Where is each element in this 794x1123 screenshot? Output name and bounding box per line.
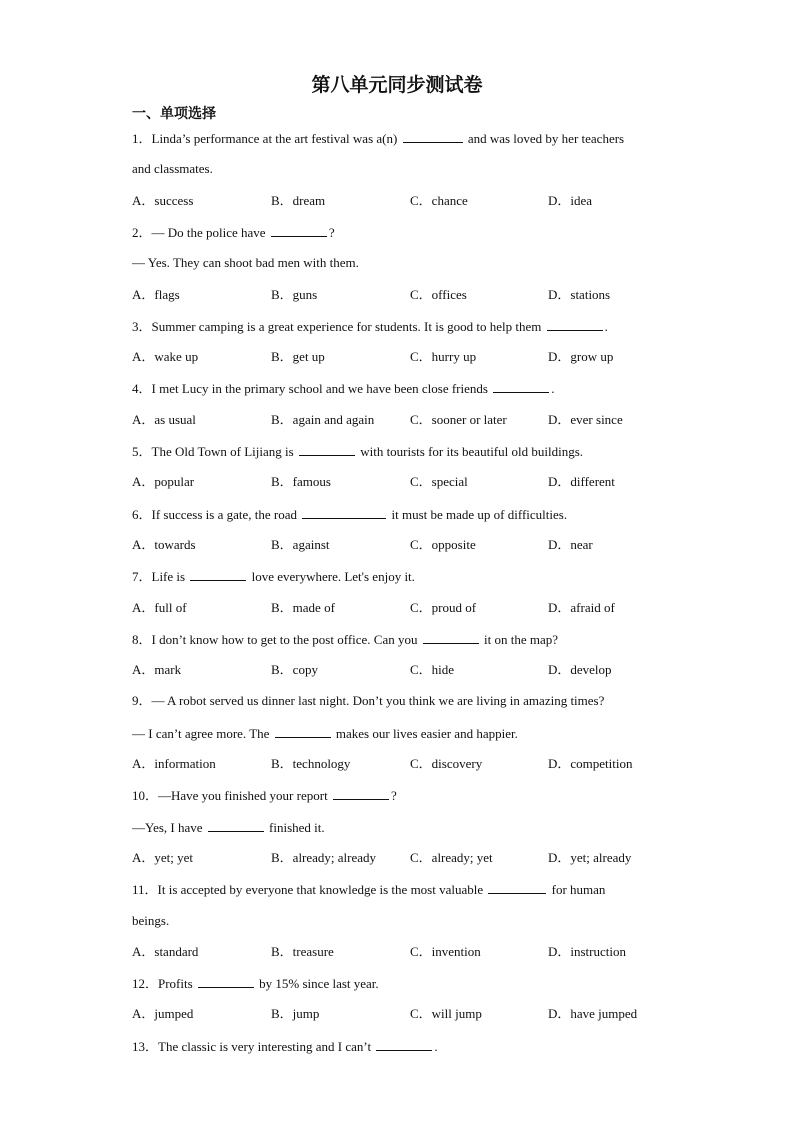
question-text: 10．—Have you finished your report <box>132 788 331 804</box>
question-3-option-B[interactable]: B．get up <box>271 349 325 365</box>
answer-blank <box>547 317 603 331</box>
question-1-option-D[interactable]: D．idea <box>548 192 593 208</box>
question-8-option-D[interactable]: D．develop <box>548 662 612 678</box>
answer-blank <box>198 974 254 988</box>
question-text: — Yes. They can shoot bad men with them. <box>132 255 359 271</box>
question-12-option-A[interactable]: A．jumped <box>132 1006 194 1022</box>
question-2-line-2 <box>132 254 359 272</box>
question-10-option-D[interactable]: D．yet; already <box>548 849 632 865</box>
question-12-option-D[interactable]: D．have jumped <box>548 1006 638 1022</box>
answer-blank <box>403 129 463 143</box>
question-text: finished it. <box>265 819 325 835</box>
question-3-option-D[interactable]: D．grow up <box>548 349 614 365</box>
question-text: makes our lives easier and happier. <box>332 725 518 741</box>
question-8-option-B[interactable]: B．copy <box>271 662 318 678</box>
question-1-line-1 <box>132 129 624 148</box>
question-text: —Yes, I have <box>132 819 206 835</box>
question-1-option-B[interactable]: B．dream <box>271 192 326 208</box>
question-3-line-1 <box>132 317 608 336</box>
answer-blank <box>208 818 264 832</box>
question-text: ? <box>328 224 335 240</box>
question-text: 2．— Do the police have <box>132 224 269 240</box>
answer-blank <box>275 724 331 738</box>
question-1-option-A[interactable]: A．success <box>132 192 194 208</box>
question-6-line-1 <box>132 505 567 524</box>
question-text: 5．The Old Town of Lijiang is <box>132 444 297 459</box>
question-text: 3．Summer camping is a great experience for students. It is good to help them <box>132 318 545 334</box>
question-6-option-B[interactable]: B．against <box>271 536 330 552</box>
question-2-option-D[interactable]: D．stations <box>548 286 611 302</box>
question-text: and was loved by her teachers <box>464 131 625 146</box>
answer-blank <box>333 786 389 800</box>
question-text: 6．If success is a gate, the road <box>132 506 301 522</box>
question-11-option-D[interactable]: D．instruction <box>548 943 626 959</box>
question-7-option-C[interactable]: C．proud of <box>410 599 477 615</box>
question-7-option-B[interactable]: B．made of <box>271 599 335 615</box>
question-10-line-1 <box>132 786 397 805</box>
question-3-option-A[interactable]: A．wake up <box>132 349 199 365</box>
question-12-line-1 <box>132 974 379 993</box>
answer-blank <box>299 442 355 456</box>
question-7-option-A[interactable]: A．full of <box>132 599 187 615</box>
question-text: beings. <box>132 912 170 928</box>
question-4-option-B[interactable]: B．again and again <box>271 411 375 427</box>
question-text: 1．Linda’s performance at the art festival was a(n) <box>132 131 401 146</box>
question-text: 7．Life is <box>132 569 189 585</box>
question-text: it on the map? <box>480 631 559 647</box>
question-5-option-D[interactable]: D．different <box>548 474 615 490</box>
question-text: with tourists for its beautiful old buildings. <box>356 444 583 459</box>
question-2-line-1 <box>132 223 335 242</box>
question-6-option-D[interactable]: D．near <box>548 536 593 552</box>
question-8-option-A[interactable]: A．mark <box>132 662 182 678</box>
question-9-line-1 <box>132 692 604 710</box>
question-text: . <box>551 381 555 397</box>
question-11-line-2 <box>132 912 169 930</box>
question-11-option-B[interactable]: B．treasure <box>271 943 334 959</box>
question-1-line-2 <box>132 160 213 178</box>
question-text: 8．I don’t know how to get to the post office. Can you <box>132 631 421 647</box>
question-9-option-C[interactable]: C．discovery <box>410 756 483 771</box>
question-9-line-2 <box>132 724 518 743</box>
question-4-option-C[interactable]: C．sooner or later <box>410 411 507 427</box>
question-6-option-A[interactable]: A．towards <box>132 536 196 552</box>
question-text: 9．— A robot served us dinner last night. Don’t you think we are living in amazing times? <box>132 693 605 709</box>
answer-blank <box>271 223 327 237</box>
question-text: . <box>604 318 608 334</box>
question-text: — I can’t agree more. The <box>132 725 273 741</box>
question-5-option-A[interactable]: A．popular <box>132 474 195 490</box>
question-5-option-C[interactable]: C．special <box>410 474 468 490</box>
question-9-option-B[interactable]: B．technology <box>271 756 351 771</box>
section-heading: 一、单项选择 <box>132 106 216 122</box>
question-4-option-D[interactable]: D．ever since <box>548 411 623 427</box>
question-9-option-D[interactable]: D．competition <box>548 756 633 771</box>
question-13-line-1 <box>132 1037 438 1056</box>
question-8-line-1 <box>132 630 558 649</box>
answer-blank <box>376 1037 432 1051</box>
answer-blank <box>488 880 546 894</box>
question-9-option-A[interactable]: A．information <box>132 756 216 771</box>
question-3-option-C[interactable]: C．hurry up <box>410 349 477 365</box>
answer-blank <box>302 505 386 519</box>
question-text: love everywhere. Let's enjoy it. <box>248 569 415 585</box>
question-text: 11．It is accepted by everyone that knowledge is the most valuable <box>132 882 487 898</box>
question-7-line-1 <box>132 567 415 586</box>
question-11-option-A[interactable]: A．standard <box>132 943 199 959</box>
question-11-option-C[interactable]: C．invention <box>410 943 481 959</box>
question-6-option-C[interactable]: C．opposite <box>410 536 476 552</box>
question-text: 4．I met Lucy in the primary school and we have been close friends <box>132 381 492 397</box>
question-7-option-D[interactable]: D．afraid of <box>548 599 615 615</box>
question-text: . <box>434 1038 438 1054</box>
question-10-option-B[interactable]: B．already; already <box>271 849 377 865</box>
question-text: it must be made up of difficulties. <box>388 506 568 522</box>
question-10-option-C[interactable]: C．already; yet <box>410 849 493 865</box>
question-text: for human <box>548 882 606 898</box>
question-text: by 15% since last year. <box>255 976 379 992</box>
question-text: and classmates. <box>132 161 213 177</box>
question-text: 13．The classic is very interesting and I can’t <box>132 1038 375 1054</box>
question-1-option-C[interactable]: C．chance <box>410 192 468 208</box>
question-10-option-A[interactable]: A．yet; yet <box>132 849 194 865</box>
question-2-option-B[interactable]: B．guns <box>271 286 318 302</box>
question-2-option-A[interactable]: A．flags <box>132 286 180 302</box>
question-4-option-A[interactable]: A．as usual <box>132 411 196 427</box>
question-5-option-B[interactable]: B．famous <box>271 474 331 490</box>
question-12-option-C[interactable]: C．will jump <box>410 1006 482 1022</box>
answer-blank <box>493 379 549 393</box>
question-text: ? <box>390 788 397 804</box>
question-text: 12．Profits <box>132 976 196 992</box>
question-5-line-1 <box>132 442 583 461</box>
question-10-line-2 <box>132 818 325 837</box>
question-11-line-1 <box>132 880 605 899</box>
question-8-option-C[interactable]: C．hide <box>410 662 455 678</box>
answer-blank <box>190 567 246 581</box>
question-2-option-C[interactable]: C．offices <box>410 286 467 302</box>
page-title: 第八单元同步测试卷 <box>311 74 483 96</box>
question-4-line-1 <box>132 379 554 398</box>
answer-blank <box>423 630 479 644</box>
question-12-option-B[interactable]: B．jump <box>271 1006 320 1022</box>
